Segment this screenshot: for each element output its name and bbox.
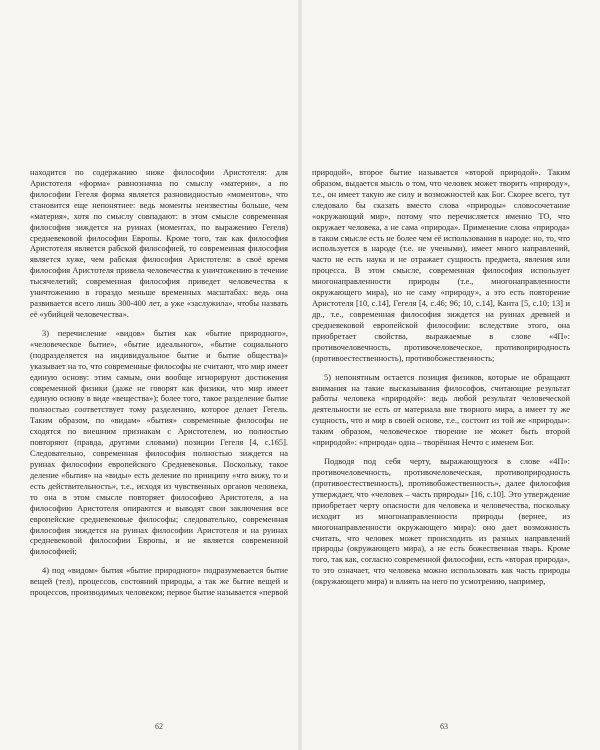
left-page-number: 62 [155, 722, 163, 731]
right-page-number: 63 [440, 722, 448, 731]
left-paragraph-3: 4) под «видом» бытия «бытие природного» подразумевается бытие вещей (тел), процессов, состояний природы, а так же бытие вещей и процессов, производимых человеком; первое бытие называется «первой [30, 566, 288, 598]
right-page [312, 168, 570, 716]
left-page [30, 168, 288, 716]
right-paragraph-3: Подводя под себя черту, выражающуюся в слове «4П»: противочеловечность, противочеловеческая, противоприродность (противоестественность), противобожественность», далее философия утверждает, что «человек – часть природы» [16, с.10]. Это утверждение приобретает черту опасности для человека и человечества, поскольку исходит из многонаправленности природы (вернее, из многонаправленности окружающего мира): оно дает возможность считать, что человек может происходить из разных направлений природы (окружающего мира), а не есть божественная тварь. Кроме того, так как, согласно современной философии, есть «вторая природа», то это означает, что человека можно использовать как часть природы (окружающего мира) и влиять на него по усмотрению, например, [312, 457, 570, 587]
right-paragraph-1: природой», второе бытие называется «второй природой». Таким образом, выдается мысль о том, что человек может творить «природу», т.е., он имеет такую же силу и возможностей как Бог. Скорее всего, тут следовало бы сказать вместо слова «природы» словосочетание «окружающий мир», потому что перечисляется именно ТО, что окружает человека, а не сама «природа». Применение слова «природа» в таком смысле есть не более чем её использования в народе: но, то, что используется в народе (т.е. не учеными), имеет много направлений, часто не есть наука и не отражает сущность предмета, явления или процесса. В этом смысле, современная философия использует многонаправленности природы (т.е., многонаправленности окружающего мира), но не саму «природу», а это есть повторение Аристотеля [10, с.14], Гегеля [4, с.46; 96; 10, с.14], Канта [5, с.10; 13] и др., т.е., современная философия зиждется на руинах древней и средневековой европейской философии: вследствие этого, она приобретает свойства, выражаемые в слове «4П»: противочеловечность, противочеловеческое, противоприродность (противоестественность), противобожественность; [312, 168, 570, 363]
book-gutter [298, 0, 302, 750]
left-paragraph-2: 3) перечисление «видов» бытия как «бытие природного», «человеческое бытие», «бытие идеального», «бытие социального (подразделяется на индивидуальное бытие и бытие общества)» указывает на то, что современные философы не считают, что мир имеет единую основу: этим самым, они вообще игнорируют достижения современной физики (даже не говорят как физики, что мир имеет единую основу в виде «вещества»); более того, такое разделение бытие полностью соответствует тому разделению, которое делает Гегель. Таким образом, по «видам» «бытия» современные философы не сходятся по внешним признакам с Аристотелем, но полностью повторяют (правда, другими словами) позиции Гегеля [4, с.165]. Следовательно, современная философия полностью зиждется на руинах философии европейского Средневековья. Поскольку, такое деление «бытия» на «виды» есть деление по принципу «что вижу, то и есть действительность», т.е., исходя из чувственных органов человека, то она в этом смысле повторяет философию Аристотеля, а на философию Аристотеля опираются и выводят свои заключения все европейские средневековые философы; следовательно, современная философия зиждется на руинах философии Аристотеля и на руинах средневековой философии Европы, и не является современной философией; [30, 328, 288, 557]
left-paragraph-1: находится по содержанию ниже философии Аристотеля: для Аристотеля «форма» равнозначна по смыслу «материи», а по философии Гегеля форма является разновидностью «моментов», что становится еще непонятнее: ведь моменты неизвестны больше, чем «материя», хотя по смыслу совпадают: в этом смысле современная философия зиждется на руинах (моментах, по выражению Гегеля) средневековой философии Европы. Кроме того, так как философия Аристотеля является рабской философией, то современная философия является хуже, чем рабская философия Аристотеля: в своё время философия Аристотеля привела человечества к уничтожению в течение тысячелетий; современная философия приведет человечества к уничтожению в гораздо меньше временных масштабах: ведь она развивается всего лишь 300-400 лет, а уже «заслужила», чтобы назвать её «убийцей человечества». [30, 168, 288, 319]
right-paragraph-2: 5) непонятным остается позиция физиков, которые не обращают внимания на такие высказывания философов, считающие результат работы человека «природой»: ведь любой результат человеческой деятельности не есть от материала вне творного мира, а имеет ту же сущность, что и мир в своей основе, т.е., состоит из той же «природы»: таким образом, человеческое творение не может быть второй «природой»: «природа» одна – творённая Нечто с именем Бог. [312, 372, 570, 448]
